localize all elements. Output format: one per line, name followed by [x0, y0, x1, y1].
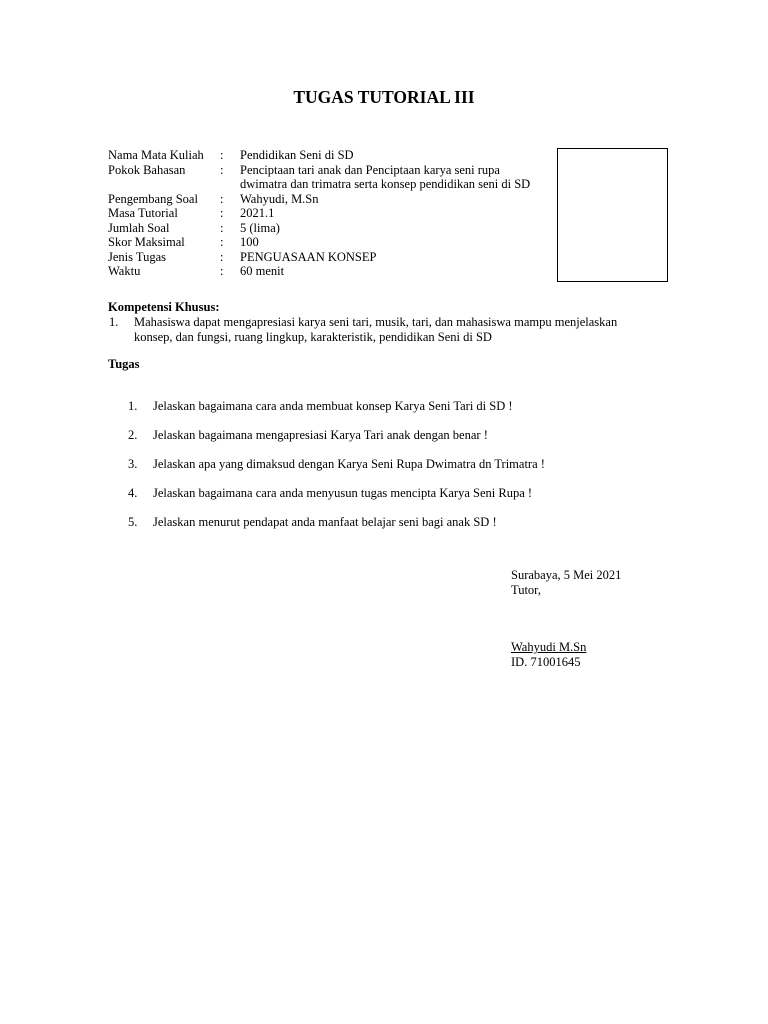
signature-id: ID. 71001645 — [511, 654, 581, 669]
info-row-nama-mata-kuliah — [108, 148, 548, 163]
info-row-jumlah-soal — [108, 221, 548, 236]
info-label: Pokok Bahasan — [108, 162, 186, 177]
info-row-masa-tutorial — [108, 206, 548, 221]
signature-block — [511, 568, 711, 669]
course-info — [108, 148, 548, 279]
info-separator: : — [220, 162, 224, 177]
info-label: Nama Mata Kuliah — [108, 148, 204, 162]
kompetensi-heading: Kompetensi Khusus: — [108, 300, 220, 314]
info-separator: : — [220, 206, 224, 220]
task-text: Jelaskan menurut pendapat anda manfaat belajar seni bagi anak SD ! — [153, 515, 497, 529]
kompetensi-item-text: Mahasiswa dapat mengapresiasi karya seni tari, musik, tari, dan mahasiswa mampu menjelaskan konsep, dan fungsi, ruang lingkup, karakteristik, pendidikan Seni di SD — [134, 315, 618, 344]
task-list — [128, 399, 688, 544]
task-item — [128, 457, 688, 472]
info-separator: : — [220, 148, 224, 162]
info-value: Wahyudi, M.Sn — [240, 191, 319, 206]
signature-place-date: Surabaya, 5 Mei 2021 — [511, 568, 622, 582]
task-text: Jelaskan apa yang dimaksud dengan Karya Seni Rupa Dwimatra dn Trimatra ! — [153, 457, 545, 471]
info-value: 100 — [240, 235, 259, 249]
photo-box — [557, 148, 668, 282]
signature-role: Tutor, — [511, 582, 541, 597]
info-label: Jumlah Soal — [108, 220, 170, 235]
task-item — [128, 399, 688, 414]
info-label: Jenis Tugas — [108, 249, 167, 264]
info-separator: : — [220, 220, 224, 235]
info-separator: : — [220, 191, 224, 206]
info-label: Pengembang Soal — [108, 191, 198, 206]
signature-space — [511, 597, 711, 640]
task-number: 5. — [128, 515, 138, 529]
kompetensi-item-number: 1. — [109, 315, 119, 329]
task-text: Jelaskan bagaimana cara anda menyusun tugas mencipta Karya Seni Rupa ! — [153, 486, 533, 500]
task-number: 2. — [128, 428, 138, 442]
info-label: Skor Maksimal — [108, 235, 185, 249]
tugas-heading: Tugas — [108, 357, 140, 371]
info-row-skor-maksimal — [108, 235, 548, 250]
info-row-jenis-tugas — [108, 250, 548, 265]
info-separator: : — [220, 264, 224, 278]
info-label: Waktu — [108, 264, 141, 278]
signature-name: Wahyudi M.Sn — [511, 640, 587, 654]
info-value: 5 (lima) — [240, 220, 280, 235]
info-value: 60 menit — [240, 264, 285, 278]
info-value: Penciptaan tari anak dan Penciptaan karya seni rupa dwimatra dan trimatra serta konsep pendidikan seni di SD — [240, 162, 531, 191]
document-title: TUGAS TUTORIAL III — [293, 87, 475, 107]
task-text: Jelaskan bagaimana cara anda membuat konsep Karya Seni Tari di SD ! — [153, 399, 513, 413]
task-number: 3. — [128, 457, 138, 471]
task-text: Jelaskan bagaimana mengapresiasi Karya Tari anak dengan benar ! — [153, 428, 488, 442]
task-item — [128, 486, 688, 501]
info-row-pokok-bahasan — [108, 163, 548, 192]
info-value: 2021.1 — [240, 206, 275, 220]
info-value: Pendidikan Seni di SD — [240, 148, 354, 162]
kompetensi-item — [108, 315, 648, 344]
info-separator: : — [220, 235, 224, 249]
task-number: 4. — [128, 486, 138, 500]
info-label: Masa Tutorial — [108, 206, 178, 220]
task-item — [128, 515, 688, 530]
info-row-pengembang-soal — [108, 192, 548, 207]
info-row-waktu — [108, 264, 548, 279]
task-number: 1. — [128, 399, 138, 413]
info-value: PENGUASAAN KONSEP — [240, 249, 377, 264]
info-separator: : — [220, 249, 224, 264]
task-item — [128, 428, 688, 443]
